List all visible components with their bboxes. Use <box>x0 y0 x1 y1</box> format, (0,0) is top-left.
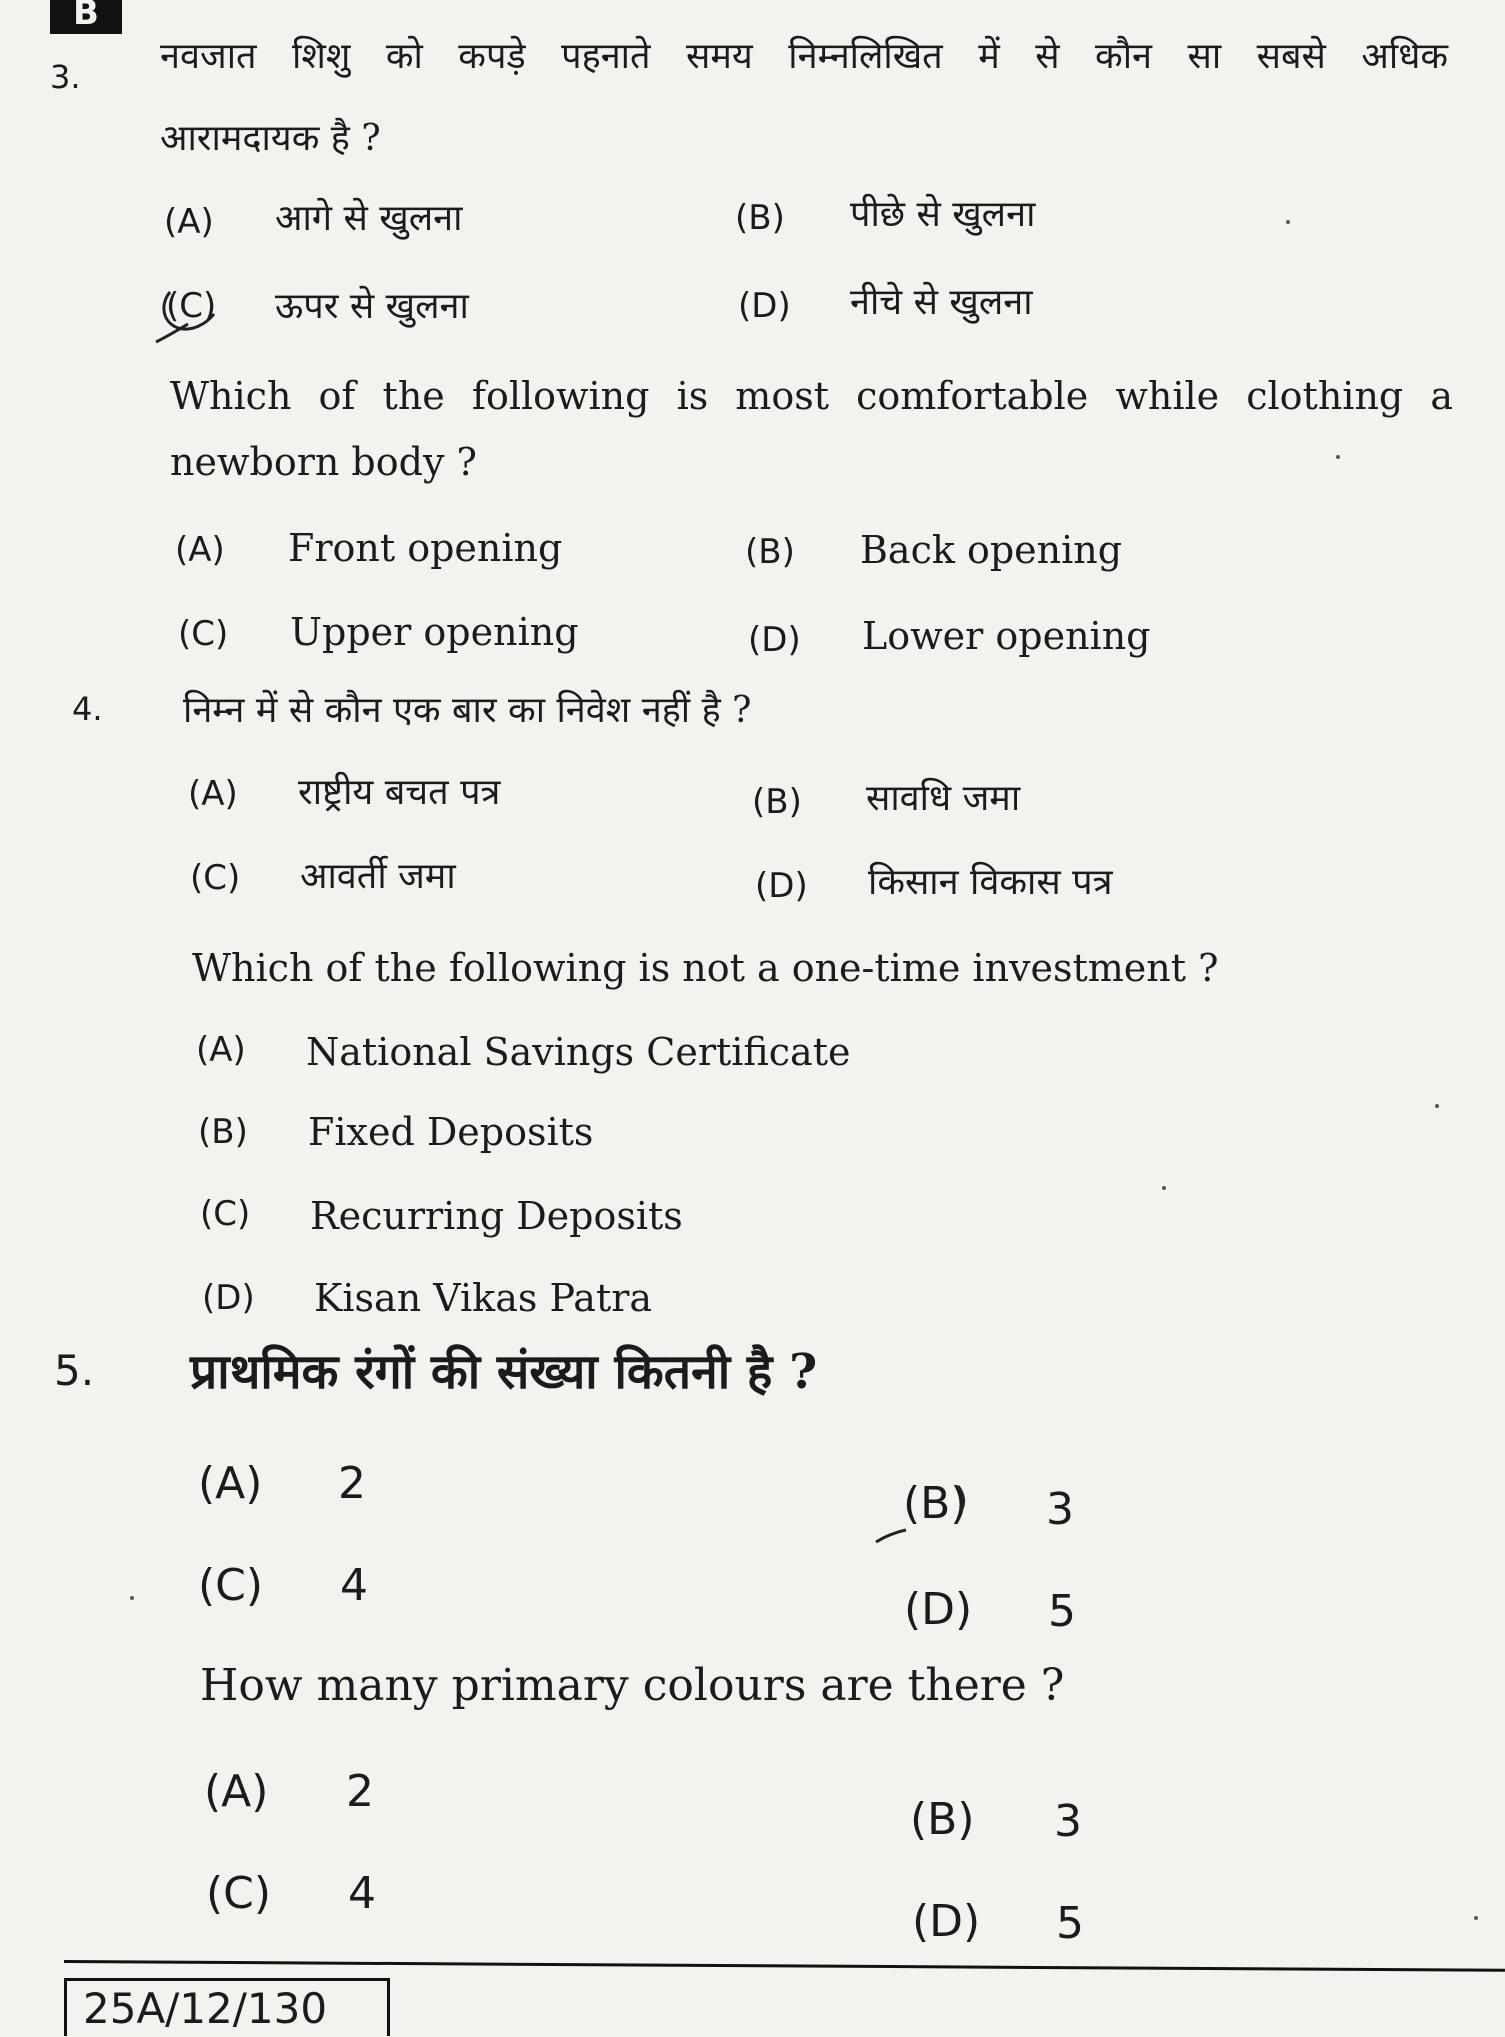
q5-english-option-c-value: 4 <box>348 1868 376 1919</box>
q3-english-option-d-letter: (D) <box>748 620 801 660</box>
question-5-number: 5. <box>54 1346 95 1395</box>
q5-hindi-option-b-letter: (B) <box>903 1478 968 1529</box>
q3-hindi-option-d-text: नीचे से खुलना <box>850 282 1033 323</box>
q5-hindi-option-d-letter: (D) <box>904 1584 973 1635</box>
q3-english-option-b-letter: (B) <box>745 532 795 572</box>
q4-hindi-option-a-letter: (A) <box>188 774 238 814</box>
question-3-hindi-line1: नवजात शिशु को कपड़े पहनाते समय निम्नलिखित में से कौन सा सबसे अधिक <box>160 36 1448 77</box>
q5-english-option-b-value: 3 <box>1054 1796 1082 1847</box>
q4-hindi-option-b-letter: (B) <box>752 782 802 822</box>
q5-english-option-c-letter: (C) <box>206 1868 272 1919</box>
q5-english-option-d-letter: (D) <box>912 1896 981 1947</box>
question-3-english-line2: newborn body ? <box>170 440 477 484</box>
scan-speck <box>1435 1104 1439 1108</box>
q5-english-option-b-letter: (B) <box>910 1794 975 1845</box>
q3-hindi-option-c-text: ऊपर से खुलना <box>275 286 469 327</box>
q3-hindi-option-a-letter: (A) <box>164 202 214 242</box>
answer-tick-mark-2 <box>872 1478 982 1550</box>
q4-hindi-option-a-text: राष्ट्रीय बचत पत्र <box>298 772 501 813</box>
q3-hindi-option-b-text: पीछे से खुलना <box>850 194 1036 235</box>
question-3-hindi-line2: आरामदायक है ? <box>160 118 381 159</box>
question-3-english-line1: Which of the following is most comfortable while clothing a <box>170 374 1453 418</box>
q4-english-option-b-letter: (B) <box>198 1112 248 1152</box>
q4-english-option-b-text: Fixed Deposits <box>308 1110 594 1154</box>
q5-hindi-option-a-letter: (A) <box>198 1458 263 1509</box>
q4-hindi-option-b-text: सावधि जमा <box>866 778 1021 819</box>
question-5-hindi: प्राथमिक रंगों की संख्या कितनी है ? <box>190 1344 818 1400</box>
q3-english-option-d-text: Lower opening <box>862 614 1151 658</box>
scan-speck <box>1474 1916 1478 1920</box>
footer-rule <box>64 1960 1505 1972</box>
q4-hindi-option-d-letter: (D) <box>755 866 808 906</box>
q3-english-option-b-text: Back opening <box>860 528 1123 572</box>
q3-english-option-c-text: Upper opening <box>290 610 579 654</box>
q5-hindi-option-b-value: 3 <box>1046 1484 1074 1535</box>
q4-english-option-a-text: National Savings Certificate <box>306 1030 851 1074</box>
q5-english-option-d-value: 5 <box>1056 1898 1084 1949</box>
question-4-number: 4. <box>72 690 103 728</box>
q5-hindi-option-c-letter: (C) <box>198 1560 264 1611</box>
q4-hindi-option-c-letter: (C) <box>190 858 241 898</box>
q4-english-option-d-text: Kisan Vikas Patra <box>314 1276 653 1320</box>
q4-hindi-option-d-text: किसान विकास पत्र <box>868 862 1113 903</box>
question-3-number: 3. <box>50 58 81 96</box>
set-label-badge: B <box>50 0 122 34</box>
scan-speck <box>1336 455 1340 459</box>
q4-english-option-a-letter: (A) <box>196 1030 246 1070</box>
q3-hindi-option-d-letter: (D) <box>738 286 791 326</box>
scan-speck <box>130 1596 134 1600</box>
scan-speck <box>1286 220 1290 224</box>
q5-english-option-a-letter: (A) <box>204 1766 269 1817</box>
q4-hindi-option-c-text: आवर्ती जमा <box>300 856 456 897</box>
paper-code: 25A/12/130 <box>64 1978 390 2036</box>
q5-english-option-a-value: 2 <box>346 1766 374 1817</box>
q5-hindi-option-d-value: 5 <box>1048 1586 1076 1637</box>
q3-english-option-a-text: Front opening <box>288 526 563 570</box>
q3-english-option-a-letter: (A) <box>175 530 225 570</box>
q5-hindi-option-c-value: 4 <box>340 1560 368 1611</box>
q5-hindi-option-a-value: 2 <box>338 1458 366 1509</box>
q3-hindi-option-b-letter: (B) <box>735 198 785 238</box>
question-4-english: Which of the following is not a one-time investment ? <box>192 946 1219 990</box>
q4-english-option-c-text: Recurring Deposits <box>310 1194 683 1238</box>
q4-english-option-d-letter: (D) <box>202 1278 255 1318</box>
question-4-hindi: निम्न में से कौन एक बार का निवेश नहीं है ? <box>183 690 752 731</box>
q3-english-option-c-letter: (C) <box>178 614 229 654</box>
q4-english-option-c-letter: (C) <box>200 1194 251 1234</box>
q3-hindi-option-a-text: आगे से खुलना <box>275 198 463 239</box>
answer-tick-mark <box>148 284 228 348</box>
question-5-english: How many primary colours are there ? <box>200 1660 1065 1711</box>
q3-hindi-option-c-letter: (C) <box>166 286 217 326</box>
scan-speck <box>1162 1186 1166 1190</box>
